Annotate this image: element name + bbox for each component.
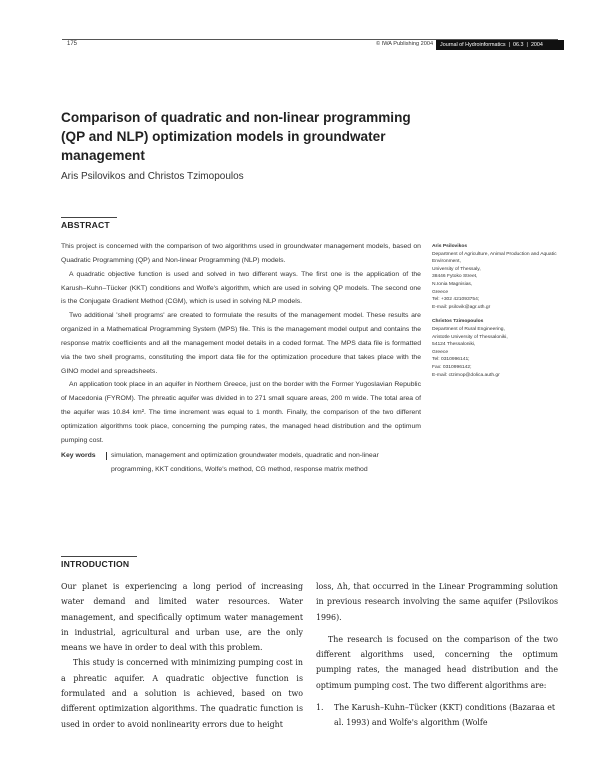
abstract-rule <box>61 217 117 218</box>
abstract-paragraph: An application took place in an aquifer in Northern Greece, just on the border with the Former Yugoslavian Republic of Macedonia (FYROM). The phreatic aquifer was divided in to 271 small square areas, 200 m wide. The total area of the aquifer was 10.84 km². The time increment was equal to 1 month. Finally, the comparison of the two different optimization algorithms took place, concerning the pumping rates, the managed head distribution and the optimum pumping cost. <box>61 381 421 444</box>
affiliation-name: Aris Psilovikos <box>432 244 468 249</box>
intro-paragraph: The research is focused on the comparison of the two different algorithms used, concerning the optimum pumping rates, the managed head distribution and the optimum pumping cost. The two different algorithms are: <box>316 634 558 690</box>
intro-right-column <box>316 579 558 731</box>
affiliation-line: N.Ionia Magnisias, <box>432 281 473 287</box>
affiliation-line: Department of Rural Engineering, <box>432 326 505 332</box>
affiliation-line: Fax: 0310996142; <box>432 364 472 370</box>
affiliation-name: Christos Tzimopoulos <box>432 319 484 325</box>
keywords-text: simulation, management and optimization groundwater models, quadratic and non-linear programming, KKT conditions, Wolfe's method, CG method, response matrix method <box>111 451 379 473</box>
introduction-rule <box>61 556 137 557</box>
page-number: 175 <box>67 41 78 47</box>
affiliation-line: Department of Agriculture, Animal Production and Aquatic Environment, <box>432 251 557 265</box>
abstract-paragraph: This project is concerned with the comparison of two algorithms used in groundwater management models, based on Quadratic Programming (QP) and Non-linear Programming (NLP) models. <box>61 243 421 264</box>
list-item-text: The Karush–Kuhn–Tücker (KKT) conditions (Bazaraa et al. 1993) and Wolfe's algorithm (Wolfe <box>334 703 556 728</box>
affiliation-line: Greece <box>432 349 449 355</box>
list-item-number: 1. <box>316 703 324 713</box>
journal-year: 2004 <box>530 42 543 48</box>
abstract-heading: ABSTRACT <box>61 220 110 230</box>
keywords-label: Key words <box>61 451 96 459</box>
affiliation-block <box>432 318 562 379</box>
paper-authors: Aris Psilovikos and Christos Tzimopoulos <box>61 171 244 182</box>
affiliation-line: University of Thessaly, <box>432 266 481 272</box>
affiliation-line: 38446 Fytoko Street, <box>432 274 478 280</box>
affiliation-line: Greece <box>432 289 449 295</box>
keywords-row <box>61 449 421 477</box>
journal-issue: 06.3 <box>513 42 524 48</box>
journal-bar: Journal of Hydroinformatics | 06.3 | 2004 <box>436 40 564 50</box>
affiliations <box>432 243 562 386</box>
affiliation-block <box>432 243 562 311</box>
affiliation-email[interactable]: E-mail: psilovik@agr.uth.gr <box>432 304 491 310</box>
abstract-body <box>61 240 421 476</box>
intro-left-column <box>61 579 303 732</box>
journal-name: Journal of Hydroinformatics <box>440 42 506 48</box>
abstract-paragraph: Two additional 'shell programs' are created to formulate the results of the management model. These results are organized in a Mathematical Programming System (MPS) file. This is the management model output and contains the response matrix coefficients and all the management model details in a coded format. The MPS data file is formatted via the two shell programs, constituting the import data file for the optimization procedure that takes place with the GINO model and spreadsheets. <box>61 312 421 375</box>
affiliation-line: Tel: +302 421093754; <box>432 297 480 303</box>
intro-paragraph: This study is concerned with minimizing pumping cost in a phreatic aquifer. A quadratic objective function is formulated and a solution is achieved, based on two different optimization algorithms. The quadratic function is used in order to avoid nonlinearity errors due to height <box>61 658 303 729</box>
intro-paragraph: loss, Δh, that occurred in the Linear Programming solution in previous research involving the same aquifer (Psilovikos 1996). <box>316 582 558 622</box>
affiliation-line: Aristotle University of Thessaloniki, <box>432 334 508 340</box>
introduction-heading: INTRODUCTION <box>61 559 130 569</box>
paper-title: Comparison of quadratic and non-linear programming (QP and NLP) optimization models in groundwater management <box>61 110 411 163</box>
keywords-divider <box>106 452 107 460</box>
affiliation-line: Tel: 0310996141; <box>432 357 470 363</box>
affiliation-line: 54124 Thessaloniki, <box>432 342 476 348</box>
affiliation-email[interactable]: E-mail: ctzimop@dolica.auth.gr <box>432 372 500 378</box>
publisher-notice: © IWA Publishing 2004 <box>376 41 434 47</box>
intro-paragraph: Our planet is experiencing a long period of increasing water demand and limited water resources. Water management, and specifically optimum water management in industrial, agricultural and urban use, are the only means we have in order to deal with this problem. <box>61 582 303 653</box>
algorithm-list-item <box>316 700 558 731</box>
abstract-paragraph: A quadratic objective function is used and solved in two different ways. The first one is the application of the Karush–Kuhn–Tücker (KKT) conditions and Wolfe's algorithm, which are used in solving QP models. The second one is the Conjugate Gradient Method (CGM), which is used in solving NLP models. <box>61 270 421 306</box>
